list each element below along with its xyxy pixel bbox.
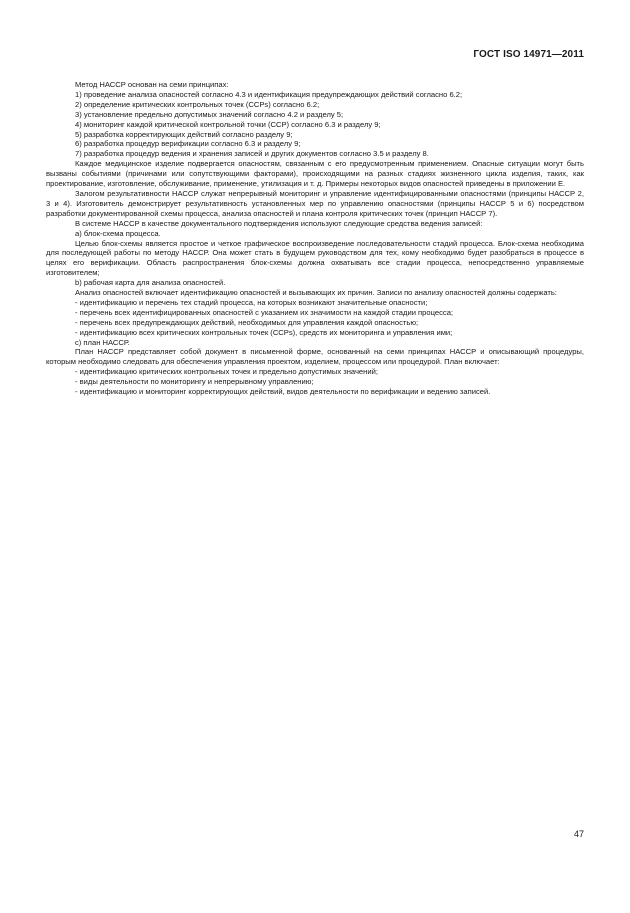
paragraph: Залогом результативности НАССР служат непрерывный мониторинг и управление идентифицированными опасностями (принципы НАССР 2, 3 и 4). Изготовитель демонстрирует результативность установленных мер по управлению опасностями (принципы НАССР 5 и 6) посредством разработки документированной схемы процесса, анализа опасностей и плана контроля критических точек (принцип НАССР 7). [46,188,584,218]
paragraph: 2) определение критических контрольных точек (ССРs) согласно 6.2; [75,99,320,109]
paragraph: - идентификацию и перечень тех стадий процесса, на которых возникают значительные опасности; [75,297,428,307]
paragraph: Метод НАССР основан на семи принципах: [75,80,229,89]
paragraph: 7) разработка процедур ведения и хранения записей и других документов согласно 3.5 и разделу 8. [75,149,429,159]
paragraph: В системе НАССР в качестве документального подтверждения используют следующие средства ведения записей: [75,218,483,228]
paragraph: - идентификацию всех критических контрольных точек (ССРs), средств их мониторинга и управления ими; [75,327,453,337]
page-number: 47 [573,829,584,839]
paragraph: 1) проведение анализа опасностей согласно 4.3 и идентификация предупреждающих действий согласно 6.2; [75,89,463,99]
paragraph: 4) мониторинг каждой критической контрольной точки (ССР) согласно 6.3 и разделу 9; [75,119,381,129]
paragraph: 3) установление предельно допустимых значений согласно 4.2 и разделу 5; [75,109,344,119]
document-header-title: ГОСТ ISO 14971—2011 [473,49,584,60]
body-text [46,80,584,397]
paragraph: Целью блок-схемы является простое и четкое графическое воспроизведение последовательности стадий процесса. Блок-схема необходима для последующей работы по методу НАССР. Она может стать в будущем руководством для тех, кому необходимо будет разобраться в процессе в целях его верификации. Область распространения блок-схемы должна охватывать все стадии процесса, непосредственно управляемые изготовителем; [46,238,584,278]
paragraph: - виды деятельности по мониторингу и непрерывному управлению; [75,377,314,387]
paragraph: - перечень всех идентифицированных опасностей с указанием их значимости на каждой стадии процесса; [75,307,454,317]
paragraph: План НАССР представляет собой документ в письменной форме, основанный на семи принципах НАССР и описывающий процедуры, которым необходимо следовать для обеспечения управления проектом, изделием, процессом или процедурой. План включает: [46,347,584,367]
paragraph: - идентификацию критических контрольных точек и предельно допустимых значений; [75,367,378,377]
paragraph: 6) разработка процедур верификации согласно 6.3 и разделу 9; [75,139,301,149]
paragraph: Каждое медицинское изделие подвергается опасностям, связанным с его предусмотренным применением. Опасные ситуации могут быть вызваны событиями (причинами или сопутствующими факторами), происходящими на разных стадиях жизненного цикла изделия, таких, как проектирование, изготовление, обслуживание, применение, утилизация и т. д. Примеры некоторых видов опасностей приведены в приложении Е. [46,159,584,189]
paragraph: - идентификацию и мониторинг корректирующих действий, видов деятельности по верификации и ведению записей. [75,387,491,397]
paragraph: Анализ опасностей включает идентификацию опасностей и вызывающих их причин. Записи по анализу опасностей должны содержать: [75,288,557,298]
paragraph: - перечень всех предупреждающих действий, необходимых для управления каждой опасностью; [75,317,419,327]
paragraph: а) блок-схема процесса. [75,228,161,238]
paragraph: с) план НАССР. [75,337,130,347]
paragraph: 5) разработка корректирующих действий согласно разделу 9; [75,129,293,139]
paragraph: b) рабочая карта для анализа опасностей. [75,278,226,288]
